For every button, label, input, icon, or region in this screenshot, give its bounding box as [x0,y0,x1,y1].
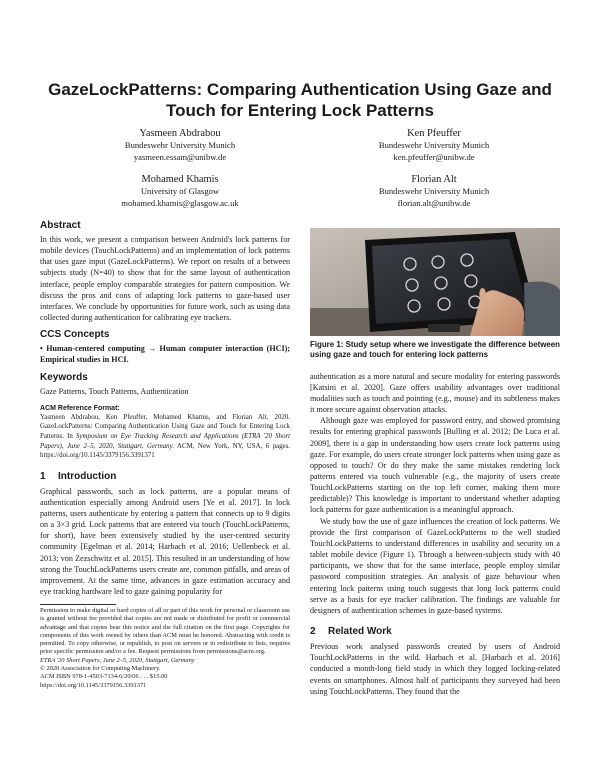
footnote-isbn: ACM ISBN 978-1-4503-7134-6/20/06 . . . $15.00 [40,673,168,681]
author-affiliation: University of Glasgow [140,186,220,196]
author-email: yasmeen.essam@unibw.de [133,151,227,162]
footnote-venue: ETRA '20 Short Papers, June 2–5, 2020, Stuttgart, Germany [40,656,195,664]
author-name: Florian Alt [411,174,457,185]
author-email: florian.alt@unibw.de [397,197,471,208]
related-work-heading: 2 Related Work [310,626,392,638]
footnote-copyright: © 2020 Association for Computing Machinery. [40,665,161,673]
ccs-heading: CCS Concepts [40,329,110,341]
keywords-heading: Keywords [40,371,88,383]
author-block [324,173,544,209]
title-line-1: GazeLockPatterns: Comparing Authentication Using Gaze and [48,80,552,99]
author-name: Yasmeen Abdrabou [139,128,221,139]
author-block [324,127,544,163]
introduction-text: Graphical passwords, such as lock patterns, are a popular means of authentication especially among Android users [Ye et al. 2017]. In lock patterns, users authenticate by entering a pattern that connects up to 9 digits on a 3×3 grid. Lock patterns that are entered via touch (TouchLockPatterns, for short), have been extensively studied by the user-centred security community [Egelman et al. 2014; Harbach et al. 2016; Uellenbeck et al. 2013; von Zezschwitz et al. 2015]. This resulted in an understanding of how strong the TouchLockPatterns users create are, common pitfalls, and areas of improvement. At the same time, advances in gaze estimation accuracy and eye tracking hardware led to gaze gaining popularity for [40,486,290,597]
author-affiliation: Bundeswehr University Munich [378,186,490,196]
author-block [70,173,290,209]
author-name: Mohamed Khamis [141,174,219,185]
reference-format-text: Yasmeen Abdrabou, Ken Pfeuffer, Mohamed Khamis, and Florian Alt. 2020. GazeLockPatterns: Comparing Authentication Using Gaze and Touch for Entering Lock Patterns. In Symposium on Eye Tracking Research and Applications (ETRA '20 Short Papers), June 2–5, 2020, Stuttgart, Germany. ACM, New York, NY, USA, 6 pages. https://doi.org/10.1145/3379156.3391371 [40,413,291,460]
keywords-text: Gaze Patterns, Touch Patterns, Authentication [40,386,189,396]
study-setup-photo [310,228,560,336]
footnote-doi: https://doi.org/10.1145/3379156.3391371 [40,681,147,689]
ccs-text: • Human-centered computing → Human computer interaction (HCI); Empirical studies in HCI. [40,344,290,365]
left-column [40,219,290,597]
title-line-2: Touch for Entering Lock Patterns [166,101,434,120]
figure-caption: Figure 1: Study setup where we investigate the difference between using gaze and touch for entering lock patterns [310,340,560,360]
author-name: Ken Pfeuffer [407,128,461,139]
permission-statement: Permission to make digital or hard copies of all or part of this work for personal or classroom use is granted without fee provided that copies are not made or distributed for profit or commercial advantage and that copies bear this notice and the full citation on the first page. Copyrights for components of this work owned by others than ACM must be honored. Abstracting with credit is permitted. To copy otherwise, or republish, to post on servers or to redistribute to lists, requires prior specific permission and/or a fee. Request permissions from permissions@acm.org. [40,607,290,656]
abstract-heading: Abstract [40,220,81,231]
author-affiliation: Bundeswehr University Munich [378,140,490,150]
paper-title [40,79,560,121]
author-email: mohamed.khamis@glasgow.ac.uk [121,197,239,208]
right-paragraph-2: Although gaze was employed for password entry, and showed promising results for entering graphical passwords [Bulling et al. 2012; De Luca et al. 2009], there is a gap in understanding how users create lock patterns using gaze. For example, do users create stronger lock patterns when using gaze as opposed to touch? Or do they make the same mistakes rendering lock patterns entered via touch vulnerable (e.g., the majority of users create TouchLockPatterns starting on the top left corner, making them more predictable)? This knowledge is important to understand whether adapting lock patterns for gaze authentication is a meaningful approach. [310,416,560,515]
footnote [40,607,290,690]
abstract-text: In this work, we present a comparison between Android's lock patterns for mobile devices (TouchLockPatterns) and an implementation of lock patterns that uses gaze input (GazeLockPatterns). We report on results of a between subjects study (N=40) to show that for the same layout of authentication interface, people employ comparable strategies for pattern composition. We discuss the pros and cons of adapting lock patterns to gaze-based user interfaces. We conclude by opportunities for future work, such as using data collected during authentication for calibrating eye trackers. [40,235,290,323]
related-work-text: Previous work analysed passwords created by users of Android TouchLockPatterns in the wild. Harbach et al. [Harbach et al. 2016] conducted a month-long field study in which they logged locking-related events on smartphones. Almost half of participants they surveyed had been using TouchLockPatterns. They found that the [310,642,560,696]
author-email: ken.pfeuffer@unibw.de [393,151,475,162]
reference-format-heading: ACM Reference Format: [40,404,120,412]
right-paragraph-1: authentication as a more natural and secure modality for entering passwords [Katsini et al. 2020]. Gaze offers usability advantages over traditional modalities such as touch and pointing (e.g., mouse) and its subtleness makes it more secure against observation attacks. [310,371,560,415]
introduction-heading: 1 Introduction [40,470,117,482]
right-column [310,340,560,697]
footnote-rule [40,604,116,605]
author-block [70,127,290,163]
author-affiliation: Bundeswehr University Munich [124,140,236,150]
right-paragraph-3: We study how the use of gaze influences the creation of lock patterns. We provide the first comparison of GazeLockPatterns to the well studied TouchLockPatterns to understand differences in usability and security on a tablet mobile device (Figure 1). Through a between-subjects study with 40 participants, we show that for the same interface, people employ similar password composition strategies. An analysis of gaze behaviour when entering lock patterns using touch suggests that long lock patterns could serve as a basis for eye tracker calibration. The findings are valuable for designers of authentication schemes in gaze-based systems. [310,516,560,615]
